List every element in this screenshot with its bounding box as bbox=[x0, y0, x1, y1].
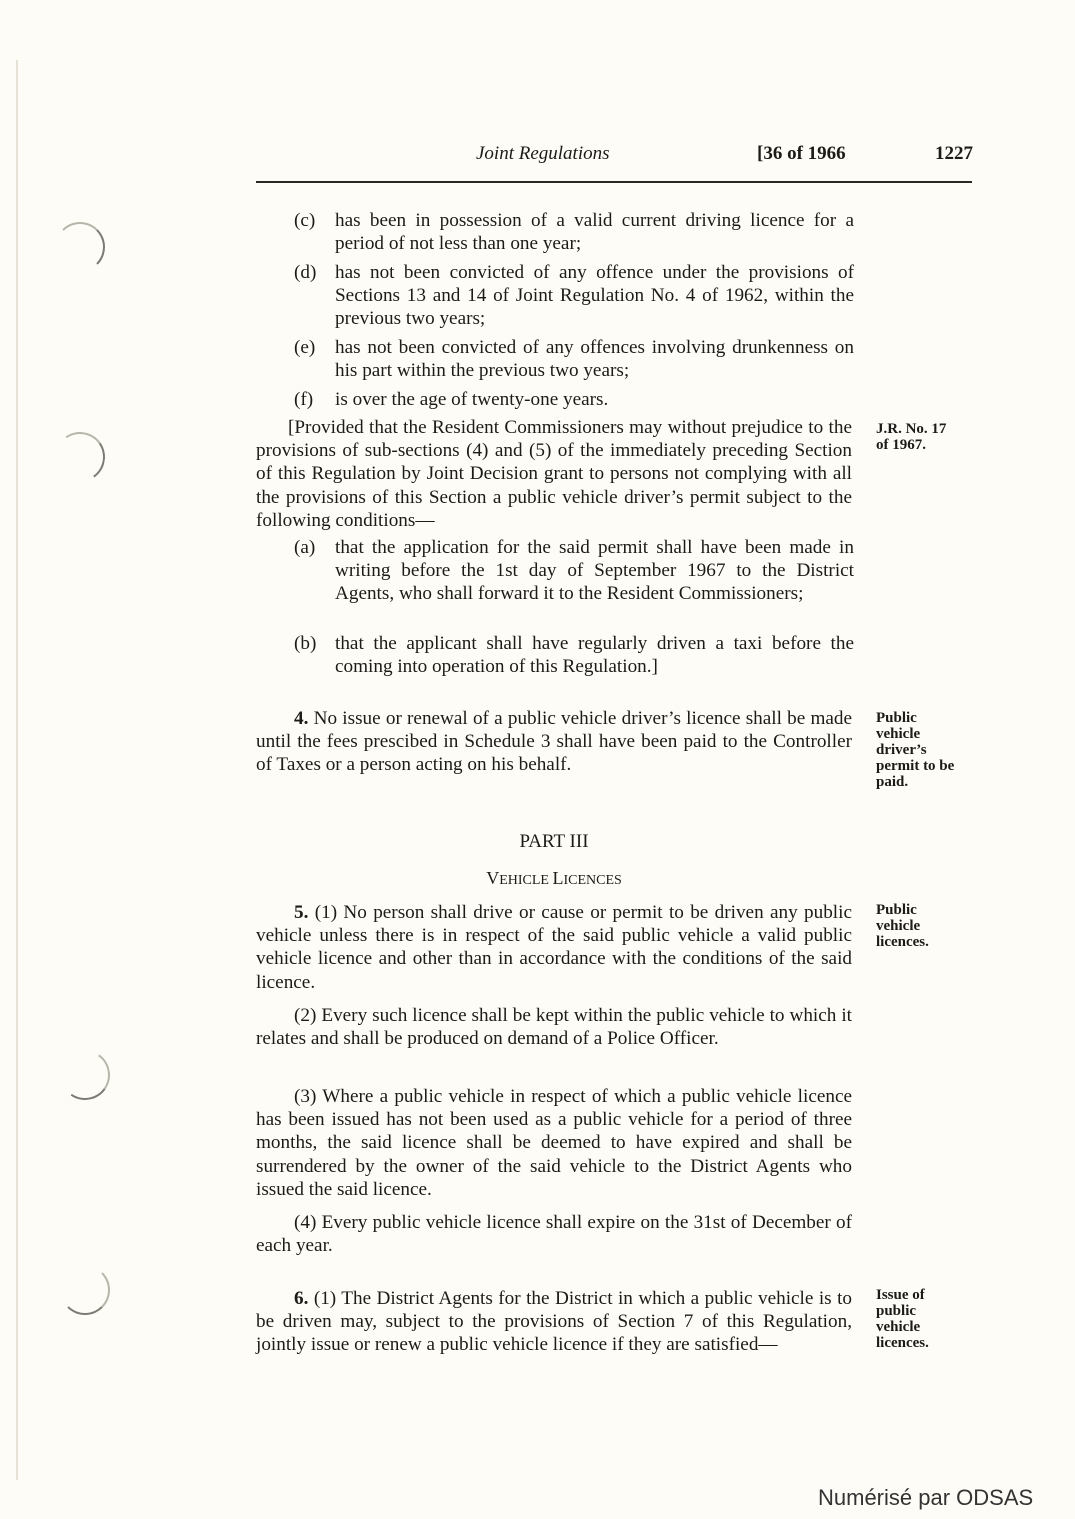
digitization-credit: Numérisé par ODSAS bbox=[818, 1485, 1034, 1510]
running-title: Joint Regulations bbox=[476, 143, 610, 164]
item-label: (d) bbox=[294, 262, 317, 283]
section-4 bbox=[256, 707, 852, 777]
margin-note-section-6: Issue of public vehicle licences. bbox=[876, 1287, 929, 1351]
part-heading: PART III bbox=[519, 831, 589, 852]
margin-note-jr: J.R. No. 17 of 1967. bbox=[876, 421, 947, 453]
proviso-paragraph: [Provided that the Resident Commissioners may without prejudice to the provisions of sub-sections (4) and (5) of the immediately preceding Section of this Regulation by Joint Decision grant to persons not complying with all the provisions of this Section a public vehicle driver’s permit subject to the following conditions— bbox=[256, 417, 852, 531]
section-text: (1) The District Agents for the District in which a public vehicle is to be driven may, subject to the provisions of Section 7 of this Regulation, jointly issue or renew a public vehicle licence if they are satisfied— bbox=[256, 1288, 852, 1356]
item-label: (e) bbox=[294, 337, 316, 358]
item-text: has not been convicted of any offences involving drunkenness on his part within the previous two years; bbox=[335, 337, 854, 382]
margin-note-section-4: Public vehicle driver’s permit to be paid. bbox=[876, 710, 955, 790]
item-label: (b) bbox=[294, 633, 317, 654]
page-number: 1227 bbox=[935, 143, 973, 164]
section-5 bbox=[256, 901, 852, 994]
item-text: that the applicant shall have regularly driven a taxi before the coming into operation of this Regulation.] bbox=[335, 633, 854, 678]
list-item bbox=[294, 388, 854, 411]
act-reference: [36 of 1966 bbox=[757, 143, 846, 164]
punch-hole bbox=[56, 1046, 114, 1104]
list-item bbox=[294, 536, 854, 606]
section-text: (1) No person shall drive or cause or permit to be driven any public vehicle unless there is in respect of the said public vehicle a valid public vehicle licence and other than in accordance with the conditions of the said licence. bbox=[256, 902, 852, 993]
list-item bbox=[294, 209, 854, 255]
section-number: 5. bbox=[294, 902, 309, 923]
item-label: (c) bbox=[294, 210, 316, 231]
item-label: (a) bbox=[294, 537, 316, 558]
list-item bbox=[294, 632, 854, 678]
section-number: 6. bbox=[294, 1288, 309, 1309]
subsection-4: (4) Every public vehicle licence shall expire on the 31st of December of each year. bbox=[256, 1212, 852, 1257]
section-text: No issue or renewal of a public vehicle driver’s licence shall be made until the fees prescibed in Schedule 3 shall have been paid to the Controller of Taxes or a person acting on his behalf. bbox=[256, 708, 853, 776]
subsection-3: (3) Where a public vehicle in respect of which a public vehicle licence has been issued has not been used as a public vehicle for a period of three months, the said licence shall be deemed to have expired and shall be surrendered by the owner of the said vehicle to the District Agents who issued the said licence. bbox=[256, 1086, 852, 1200]
list-item bbox=[294, 336, 854, 382]
header-rule bbox=[256, 181, 972, 183]
subsection-2: (2) Every such licence shall be kept within the public vehicle to which it relates and shall be produced on demand of a Police Officer. bbox=[256, 1005, 852, 1050]
list-item bbox=[294, 261, 854, 331]
page-edge bbox=[16, 60, 18, 1480]
punch-hole bbox=[60, 1265, 110, 1315]
section-6 bbox=[256, 1287, 852, 1357]
item-text: is over the age of twenty-one years. bbox=[335, 389, 609, 410]
margin-note-section-5: Public vehicle licences. bbox=[876, 902, 929, 950]
punch-hole bbox=[51, 428, 109, 486]
section-number: 4. bbox=[294, 708, 309, 729]
item-text: has been in possession of a valid current driving licence for a period of not less than one year; bbox=[335, 210, 854, 255]
part-subheading: VEHICLE LICENCES bbox=[486, 868, 622, 888]
item-text: that the application for the said permit shall have been made in writing before the 1st day of September 1967 to the District Agents, who shall forward it to the Resident Commissioners; bbox=[335, 537, 854, 605]
item-label: (f) bbox=[294, 389, 314, 410]
item-text: has not been convicted of any offence under the provisions of Sections 13 and 14 of Joint Regulation No. 4 of 1962, within the previous two years; bbox=[335, 262, 854, 330]
punch-hole bbox=[55, 222, 105, 272]
